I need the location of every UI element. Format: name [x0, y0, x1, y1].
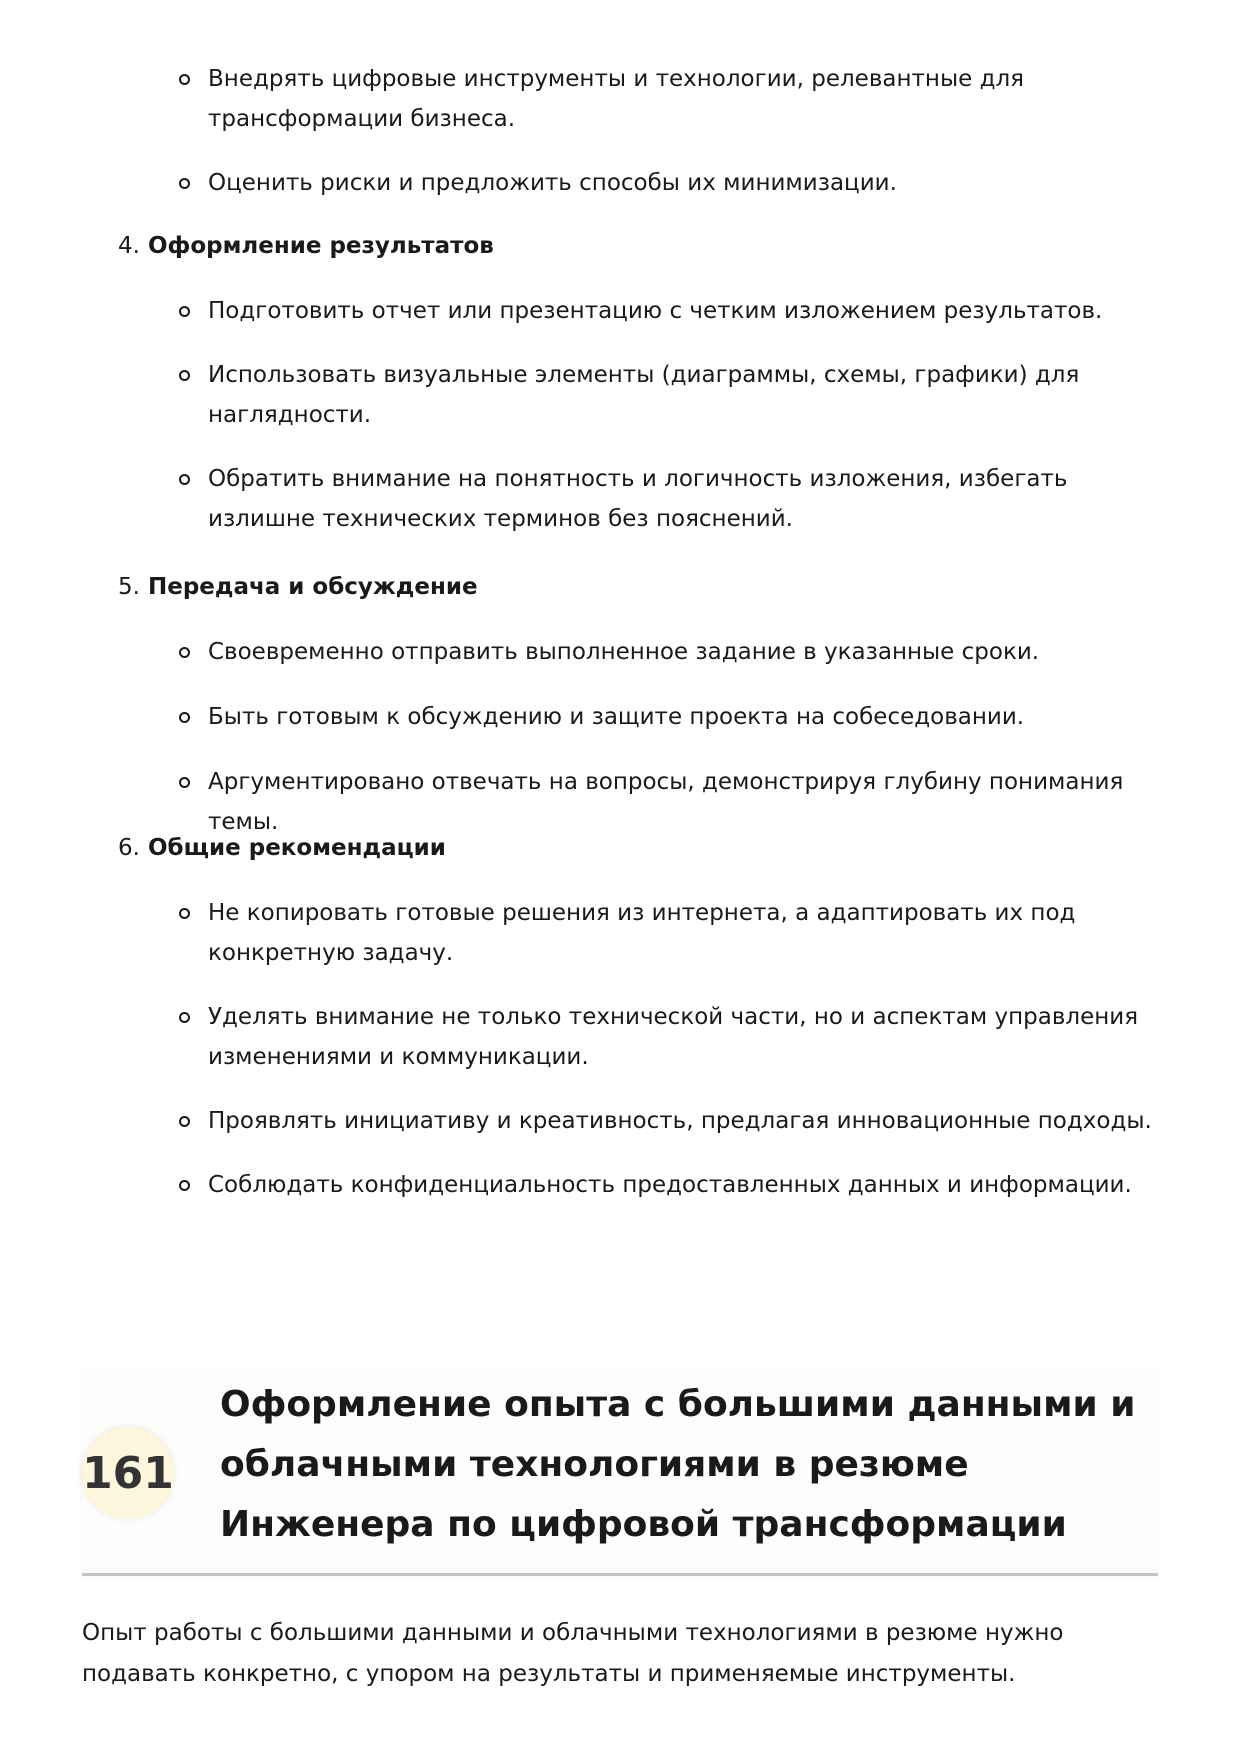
section-number: 6.: [118, 835, 140, 861]
section-6-list: [208, 893, 1168, 1205]
list-item: Обратить внимание на понятность и логичность изложения, избегать излишне технических терминов без пояснений.: [208, 459, 1168, 539]
section-number: 4.: [118, 233, 140, 259]
intro-paragraph: Опыт работы с большими данными и облачными технологиями в резюме нужно подавать конкретно, с упором на результаты и применяемые инструменты.: [82, 1620, 1064, 1687]
list-item: Своевременно отправить выполненное задание в указанные сроки.: [208, 632, 1168, 672]
section-heading-4: [118, 226, 494, 266]
chapter-number-badge: 161: [82, 1427, 174, 1519]
chapter-heading: [82, 1373, 1158, 1576]
list-item: Внедрять цифровые инструменты и технологии, релевантные для трансформации бизнеса.: [208, 59, 1168, 139]
section-heading-5: [118, 567, 478, 607]
list-item: Не копировать готовые решения из интернета, а адаптировать их под конкретную задачу.: [208, 893, 1168, 973]
list-item: Использовать визуальные элементы (диаграммы, схемы, графики) для наглядности.: [208, 355, 1168, 435]
list-item: Соблюдать конфиденциальность предоставленных данных и информации.: [208, 1165, 1168, 1205]
section-4-list: [208, 291, 1168, 539]
section-5-list: [208, 632, 1168, 842]
section-number: 5.: [118, 574, 140, 600]
list-item: Подготовить отчет или презентацию с четким изложением результатов.: [208, 291, 1168, 331]
chapter-title: Оформление опыта с большими данными и облачными технологиями в резюме Инженера по цифровой трансформации: [220, 1384, 1136, 1545]
list-item: Аргументировано отвечать на вопросы, демонстрируя глубину понимания темы.: [208, 762, 1168, 842]
section-heading-6: [118, 828, 446, 868]
section-title: Оформление результатов: [147, 233, 494, 259]
continued-bullet-list: [208, 59, 1168, 203]
list-item: Проявлять инициативу и креативность, предлагая инновационные подходы.: [208, 1101, 1168, 1141]
list-item: Уделять внимание не только технической части, но и аспектам управления изменениями и коммуникации.: [208, 997, 1168, 1077]
list-item: Быть готовым к обсуждению и защите проекта на собеседовании.: [208, 697, 1168, 737]
list-item: Оценить риски и предложить способы их минимизации.: [208, 163, 1168, 203]
section-title: Передача и обсуждение: [147, 574, 478, 600]
section-title: Общие рекомендации: [147, 835, 446, 861]
